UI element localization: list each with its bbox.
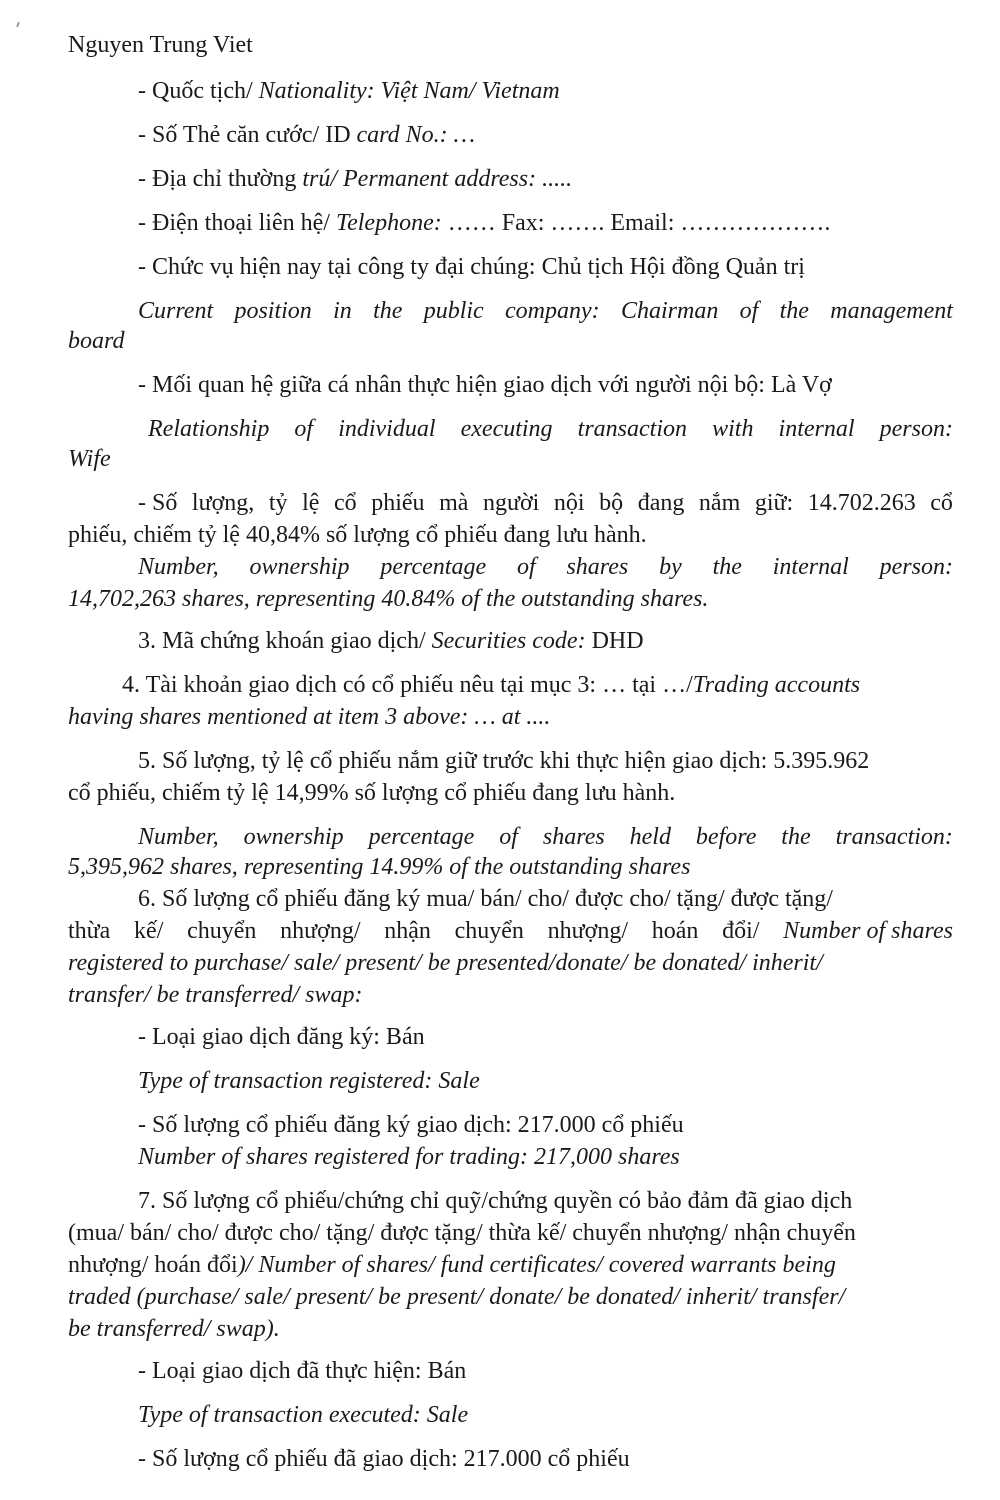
- word: shares: [542, 824, 605, 850]
- word: by: [659, 554, 682, 580]
- word: the: [712, 554, 742, 580]
- id-value: card No.: …: [356, 122, 475, 148]
- word: the: [779, 298, 809, 324]
- word: lệ: [302, 490, 320, 516]
- nationality-label-vn: - Quốc tịch/: [138, 78, 259, 104]
- word: in: [333, 298, 352, 324]
- word: chuyển: [187, 918, 257, 944]
- item6-qty-vn: - Số lượng cổ phiếu đăng ký giao dịch: 217.000 cổ phiếu: [138, 1112, 684, 1138]
- item4-label-vn: 4. Tài khoản giao dịch có cổ phiếu nêu tại mục 3: … tại …/: [122, 672, 693, 698]
- item6-registered-vn: 6. Số lượng cổ phiếu đăng ký mua/ bán/ cho/ được cho/ tặng/ được tặng/: [138, 886, 833, 912]
- word: of: [499, 824, 518, 850]
- word: position: [234, 298, 312, 324]
- word: of: [516, 554, 536, 580]
- item7-type-en: Type of transaction executed: Sale: [138, 1402, 469, 1428]
- relationship-line-en-cont: Wife: [68, 446, 111, 472]
- item7-traded-line1: 7. Số lượng cổ phiếu/chứng chỉ quỹ/chứng quyền có bảo đảm đã giao dịch: [138, 1188, 853, 1214]
- address-line: [138, 164, 572, 194]
- relationship-line-en: [148, 414, 953, 444]
- word: of: [294, 416, 314, 442]
- word: transaction: [577, 416, 687, 442]
- securities-code-value: DHD: [585, 628, 644, 654]
- word: management: [830, 298, 953, 324]
- word: percentage: [368, 824, 475, 850]
- phone-label-en: Telephone:: [335, 210, 442, 236]
- item3-securities-code: [138, 626, 644, 656]
- item4-trading-account: [122, 670, 860, 700]
- item6-label-en: Number of shares: [783, 918, 953, 944]
- word: shares: [566, 554, 629, 580]
- word: lượng,: [191, 490, 255, 516]
- word: người: [482, 490, 540, 516]
- word: cổ: [930, 490, 953, 516]
- word: đang: [637, 490, 685, 516]
- word: company:: [505, 298, 600, 324]
- word: Number,: [138, 824, 219, 850]
- address-value: trú/ Permanent address: .....: [302, 166, 573, 192]
- word: nội: [553, 490, 585, 516]
- word: nhượng/: [280, 918, 361, 944]
- word: held: [629, 824, 671, 850]
- word: nhận: [384, 918, 431, 944]
- word: tỷ: [268, 490, 288, 516]
- holding-line-vn: [138, 488, 953, 518]
- contact-values: …… Fax: ……. Email: ……………….: [441, 210, 831, 236]
- word: with: [712, 416, 754, 442]
- contact-line: [138, 208, 830, 238]
- item5-holding-before-vn: 5. Số lượng, tỷ lệ cổ phiếu nắm giữ trước khi thực hiện giao dịch: 5.395.962: [138, 748, 870, 774]
- word: internal: [778, 416, 855, 442]
- item6-registered-line4: transfer/ be transferred/ swap:: [68, 982, 363, 1008]
- word: person:: [879, 416, 953, 442]
- word: Number,: [138, 554, 219, 580]
- item5-holding-before-en-cont: 5,395,962 shares, representing 14.99% of the outstanding shares: [68, 854, 691, 880]
- word: chuyển: [454, 918, 524, 944]
- word: the: [781, 824, 811, 850]
- word: kế/: [134, 918, 164, 944]
- id-line: [138, 120, 475, 150]
- holding-line-en-cont: 14,702,263 shares, representing 40.84% of the outstanding shares.: [68, 586, 709, 612]
- word: đổi/: [722, 918, 760, 944]
- word: public: [423, 298, 484, 324]
- scan-mark: [16, 22, 20, 27]
- id-label-vn: - Số Thẻ căn cước/ ID: [138, 122, 357, 148]
- word: hoán: [651, 918, 699, 944]
- item4-label-en: Trading accounts: [692, 672, 861, 698]
- item7-type-vn: - Loại giao dịch đã thực hiện: Bán: [138, 1358, 467, 1384]
- item3-label-vn: 3. Mã chứng khoán giao dịch/: [138, 628, 432, 654]
- nationality-value: Nationality: Việt Nam/ Vietnam: [258, 78, 560, 104]
- item6-registered-line3: registered to purchase/ sale/ present/ be presented/donate/ be donated/ inherit/: [68, 950, 823, 976]
- item6-type-vn: - Loại giao dịch đăng ký: Bán: [138, 1024, 425, 1050]
- word: ownership: [249, 554, 350, 580]
- word: - Số: [138, 490, 178, 516]
- item7-qty-vn: - Số lượng cổ phiếu đã giao dịch: 217.000 cổ phiếu: [138, 1446, 630, 1472]
- item7-line3-en: )/ Number of shares/ fund certificates/ covered warrants being: [237, 1252, 836, 1278]
- word: internal: [772, 554, 849, 580]
- item3-label-en: Securities code:: [431, 628, 586, 654]
- word: before: [695, 824, 757, 850]
- item4-cont: having shares mentioned at item 3 above: … at ....: [68, 704, 551, 730]
- phone-label-vn: - Điện thoại liên hệ/: [138, 210, 336, 236]
- item5-holding-before-vn-cont: cổ phiếu, chiếm tỷ lệ 14,99% số lượng cổ phiếu đang lưu hành.: [68, 780, 676, 806]
- person-name: Nguyen Trung Viet: [68, 32, 253, 58]
- word: Current: [138, 298, 214, 324]
- word: ownership: [243, 824, 344, 850]
- position-line-en: [138, 296, 953, 326]
- word: of: [739, 298, 759, 324]
- word: cổ: [333, 490, 357, 516]
- word: transaction:: [835, 824, 953, 850]
- item7-traded-line5: be transferred/ swap).: [68, 1316, 280, 1342]
- word: nhượng/: [547, 918, 628, 944]
- word: individual: [338, 416, 436, 442]
- word: Chairman: [620, 298, 719, 324]
- item7-line3-vn: nhượng/ hoán đổi: [68, 1252, 238, 1278]
- item6-qty-en: Number of shares registered for trading: 217,000 shares: [138, 1144, 680, 1170]
- word: percentage: [380, 554, 487, 580]
- word: executing: [460, 416, 553, 442]
- word: the: [373, 298, 403, 324]
- holding-line-en: [138, 552, 953, 582]
- word: person:: [879, 554, 953, 580]
- address-label-vn: - Địa chỉ thường: [138, 166, 303, 192]
- item7-traded-line4: traded (purchase/ sale/ present/ be present/ donate/ be donated/ inherit/ transfer/: [68, 1284, 846, 1310]
- word: mà: [439, 490, 469, 516]
- word: thừa: [68, 918, 111, 944]
- relationship-line-vn: - Mối quan hệ giữa cá nhân thực hiện giao dịch với người nội bộ: Là Vợ: [138, 372, 832, 398]
- word: nắm: [698, 490, 741, 516]
- item7-traded-line2: (mua/ bán/ cho/ được cho/ tặng/ được tặng/ thừa kế/ chuyển nhượng/ nhận chuyển: [68, 1220, 856, 1246]
- position-line-en-cont: board: [68, 328, 125, 354]
- holding-line-vn-cont: phiếu, chiếm tỷ lệ 40,84% số lượng cổ phiếu đang lưu hành.: [68, 522, 647, 548]
- item7-traded-line3: [68, 1250, 836, 1280]
- item6-registered-line2: [68, 916, 953, 946]
- nationality-line: [138, 76, 560, 106]
- item6-type-en: Type of transaction registered: Sale: [138, 1068, 480, 1094]
- word: giữ:: [754, 490, 794, 516]
- word: 14.702.263: [807, 490, 916, 516]
- item5-holding-before-en: [138, 822, 953, 852]
- word: bộ: [599, 490, 624, 516]
- word: Relationship: [148, 416, 270, 442]
- word: phiếu: [371, 490, 425, 516]
- position-line-vn: - Chức vụ hiện nay tại công ty đại chúng: Chủ tịch Hội đồng Quản trị: [138, 254, 805, 280]
